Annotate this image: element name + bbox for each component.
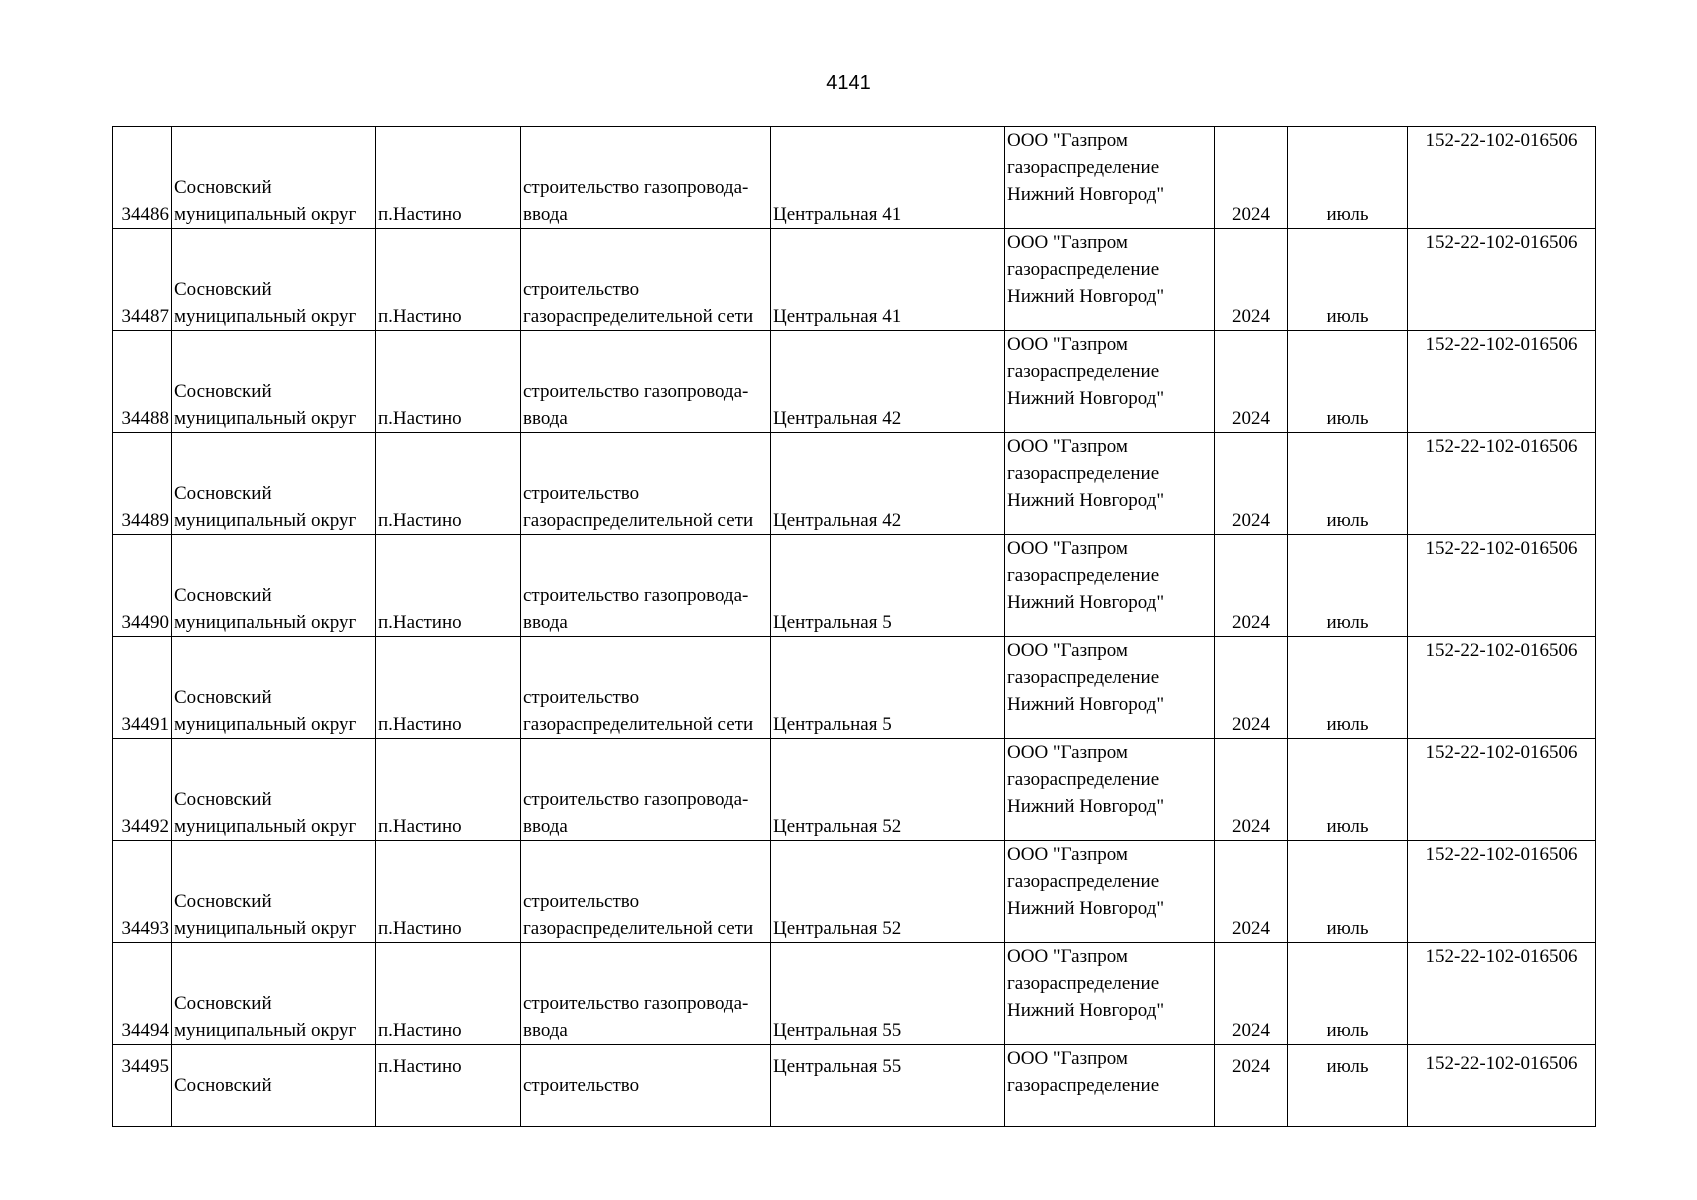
year-cell: 2024 bbox=[1215, 943, 1288, 1045]
address-cell: Центральная 5 bbox=[771, 637, 1005, 739]
work-type-cell bbox=[521, 433, 771, 535]
settlement-cell: п.Настино bbox=[376, 433, 521, 535]
organization-cell bbox=[1005, 433, 1215, 535]
work-type-cell bbox=[521, 535, 771, 637]
district-cell-line: муниципальный округ bbox=[174, 408, 357, 429]
organization-cell bbox=[1005, 739, 1215, 841]
table-row bbox=[113, 127, 1596, 229]
year-cell: 2024 bbox=[1215, 127, 1288, 229]
work-type-cell-line: строительство газопровода- bbox=[523, 993, 749, 1014]
address-cell: Центральная 55 bbox=[771, 1045, 1005, 1127]
month-cell: июль bbox=[1288, 535, 1408, 637]
month-cell: июль bbox=[1288, 943, 1408, 1045]
work-type-cell bbox=[521, 1045, 771, 1127]
organization-cell bbox=[1005, 841, 1215, 943]
year-cell: 2024 bbox=[1215, 331, 1288, 433]
settlement-cell: п.Настино bbox=[376, 331, 521, 433]
year-cell: 2024 bbox=[1215, 739, 1288, 841]
district-cell-line: муниципальный округ bbox=[174, 714, 357, 735]
address-cell: Центральная 42 bbox=[771, 331, 1005, 433]
district-cell-line: Сосновский bbox=[174, 381, 272, 402]
work-type-cell bbox=[521, 229, 771, 331]
address-cell: Центральная 52 bbox=[771, 841, 1005, 943]
organization-cell-line: газораспределение bbox=[1007, 463, 1160, 484]
work-type-cell-line: строительство газопровода- bbox=[523, 177, 749, 198]
district-cell-line: Сосновский bbox=[174, 687, 272, 708]
work-type-cell bbox=[521, 943, 771, 1045]
settlement-cell: п.Настино bbox=[376, 841, 521, 943]
work-type-cell-line: газораспределительной сети bbox=[523, 714, 754, 735]
organization-cell-line: ООО "Газпром bbox=[1007, 844, 1128, 865]
organization-cell-line: ООО "Газпром bbox=[1007, 334, 1128, 355]
work-type-cell-line: газораспределительной сети bbox=[523, 918, 754, 939]
organization-cell-line: газораспределение bbox=[1007, 361, 1160, 382]
address-cell: Центральная 52 bbox=[771, 739, 1005, 841]
organization-cell-line: Нижний Новгород" bbox=[1007, 592, 1165, 613]
organization-cell-line: газораспределение bbox=[1007, 871, 1160, 892]
address-cell: Центральная 55 bbox=[771, 943, 1005, 1045]
organization-cell-line: ООО "Газпром bbox=[1007, 538, 1128, 559]
organization-cell-line: Нижний Новгород" bbox=[1007, 286, 1165, 307]
organization-cell-line: газораспределение bbox=[1007, 667, 1160, 688]
organization-cell-line: газораспределение bbox=[1007, 565, 1160, 586]
row-number-cell: 34489 bbox=[113, 433, 172, 535]
work-type-cell-line: строительство bbox=[523, 891, 640, 912]
district-cell bbox=[172, 229, 376, 331]
work-type-cell bbox=[521, 739, 771, 841]
district-cell bbox=[172, 739, 376, 841]
organization-cell-line: Нижний Новгород" bbox=[1007, 1000, 1165, 1021]
organization-cell-line: ООО "Газпром bbox=[1007, 130, 1128, 151]
organization-cell bbox=[1005, 229, 1215, 331]
district-cell bbox=[172, 331, 376, 433]
organization-cell bbox=[1005, 535, 1215, 637]
table-row bbox=[113, 535, 1596, 637]
row-number-cell: 34486 bbox=[113, 127, 172, 229]
district-cell-line: Сосновский bbox=[174, 993, 272, 1014]
month-cell: июль bbox=[1288, 841, 1408, 943]
organization-cell-line: ООО "Газпром bbox=[1007, 742, 1128, 763]
work-type-cell-line: строительство газопровода- bbox=[523, 789, 749, 810]
district-cell bbox=[172, 1045, 376, 1127]
table-row bbox=[113, 637, 1596, 739]
district-cell-line: муниципальный округ bbox=[174, 306, 357, 327]
year-cell: 2024 bbox=[1215, 535, 1288, 637]
year-cell: 2024 bbox=[1215, 433, 1288, 535]
work-type-cell-line: газораспределительной сети bbox=[523, 306, 754, 327]
row-number-cell: 34488 bbox=[113, 331, 172, 433]
row-number-cell: 34491 bbox=[113, 637, 172, 739]
work-type-cell-line: строительство bbox=[523, 483, 640, 504]
district-cell-line: Сосновский bbox=[174, 1075, 272, 1096]
month-cell: июль bbox=[1288, 739, 1408, 841]
address-cell: Центральная 41 bbox=[771, 229, 1005, 331]
district-cell-line: муниципальный округ bbox=[174, 1020, 357, 1041]
district-cell-line: муниципальный округ bbox=[174, 510, 357, 531]
organization-cell-line: ООО "Газпром bbox=[1007, 436, 1128, 457]
month-cell: июль bbox=[1288, 331, 1408, 433]
organization-cell bbox=[1005, 1045, 1215, 1127]
code-cell: 152-22-102-016506 bbox=[1408, 739, 1596, 841]
month-cell: июль bbox=[1288, 637, 1408, 739]
row-number-cell: 34490 bbox=[113, 535, 172, 637]
table-row bbox=[113, 841, 1596, 943]
address-cell: Центральная 5 bbox=[771, 535, 1005, 637]
code-cell: 152-22-102-016506 bbox=[1408, 637, 1596, 739]
row-number-cell: 34494 bbox=[113, 943, 172, 1045]
district-cell-line: Сосновский bbox=[174, 177, 272, 198]
work-type-cell-line: ввода bbox=[523, 204, 568, 225]
organization-cell-line: газораспределение bbox=[1007, 769, 1160, 790]
year-cell: 2024 bbox=[1215, 637, 1288, 739]
registry-table bbox=[112, 126, 1596, 1127]
settlement-cell: п.Настино bbox=[376, 637, 521, 739]
year-cell: 2024 bbox=[1215, 841, 1288, 943]
code-cell: 152-22-102-016506 bbox=[1408, 943, 1596, 1045]
organization-cell-line: Нижний Новгород" bbox=[1007, 490, 1165, 511]
organization-cell-line: Нижний Новгород" bbox=[1007, 694, 1165, 715]
month-cell: июль bbox=[1288, 229, 1408, 331]
organization-cell bbox=[1005, 331, 1215, 433]
row-number-cell: 34492 bbox=[113, 739, 172, 841]
work-type-cell bbox=[521, 331, 771, 433]
settlement-cell: п.Настино bbox=[376, 943, 521, 1045]
month-cell: июль bbox=[1288, 127, 1408, 229]
code-cell: 152-22-102-016506 bbox=[1408, 1045, 1596, 1127]
district-cell-line: муниципальный округ bbox=[174, 816, 357, 837]
organization-cell-line: Нижний Новгород" bbox=[1007, 898, 1165, 919]
district-cell-line: Сосновский bbox=[174, 279, 272, 300]
row-number-cell: 34493 bbox=[113, 841, 172, 943]
work-type-cell-line: ввода bbox=[523, 816, 568, 837]
organization-cell bbox=[1005, 637, 1215, 739]
organization-cell-line: ООО "Газпром bbox=[1007, 640, 1128, 661]
work-type-cell bbox=[521, 841, 771, 943]
work-type-cell-line: ввода bbox=[523, 1020, 568, 1041]
settlement-cell: п.Настино bbox=[376, 739, 521, 841]
district-cell bbox=[172, 433, 376, 535]
settlement-cell: п.Настино bbox=[376, 127, 521, 229]
settlement-cell: п.Настино bbox=[376, 1045, 521, 1127]
organization-cell-line: газораспределение bbox=[1007, 973, 1160, 994]
district-cell bbox=[172, 637, 376, 739]
address-cell: Центральная 41 bbox=[771, 127, 1005, 229]
work-type-cell-line: строительство bbox=[523, 1075, 640, 1096]
organization-cell-line: газораспределение bbox=[1007, 157, 1160, 178]
code-cell: 152-22-102-016506 bbox=[1408, 535, 1596, 637]
code-cell: 152-22-102-016506 bbox=[1408, 127, 1596, 229]
code-cell: 152-22-102-016506 bbox=[1408, 229, 1596, 331]
district-cell-line: Сосновский bbox=[174, 585, 272, 606]
district-cell-line: Сосновский bbox=[174, 483, 272, 504]
district-cell-line: муниципальный округ bbox=[174, 204, 357, 225]
code-cell: 152-22-102-016506 bbox=[1408, 331, 1596, 433]
row-number-cell: 34495 bbox=[113, 1045, 172, 1127]
year-cell: 2024 bbox=[1215, 229, 1288, 331]
organization-cell-line: ООО "Газпром bbox=[1007, 1048, 1128, 1069]
work-type-cell-line: ввода bbox=[523, 408, 568, 429]
work-type-cell-line: ввода bbox=[523, 612, 568, 633]
work-type-cell bbox=[521, 127, 771, 229]
district-cell bbox=[172, 841, 376, 943]
code-cell: 152-22-102-016506 bbox=[1408, 841, 1596, 943]
district-cell-line: Сосновский bbox=[174, 891, 272, 912]
work-type-cell-line: газораспределительной сети bbox=[523, 510, 754, 531]
table-row bbox=[113, 1045, 1596, 1127]
district-cell bbox=[172, 127, 376, 229]
settlement-cell: п.Настино bbox=[376, 535, 521, 637]
year-cell: 2024 bbox=[1215, 1045, 1288, 1127]
work-type-cell-line: строительство bbox=[523, 687, 640, 708]
table-row bbox=[113, 433, 1596, 535]
table-row bbox=[113, 739, 1596, 841]
organization-cell-line: Нижний Новгород" bbox=[1007, 388, 1165, 409]
month-cell: июль bbox=[1288, 433, 1408, 535]
district-cell bbox=[172, 535, 376, 637]
table-row bbox=[113, 229, 1596, 331]
settlement-cell: п.Настино bbox=[376, 229, 521, 331]
work-type-cell-line: строительство газопровода- bbox=[523, 585, 749, 606]
organization-cell-line: газораспределение bbox=[1007, 1075, 1160, 1096]
table-row bbox=[113, 943, 1596, 1045]
organization-cell-line: ООО "Газпром bbox=[1007, 946, 1128, 967]
page-number: 4141 bbox=[826, 72, 871, 94]
address-cell: Центральная 42 bbox=[771, 433, 1005, 535]
district-cell-line: муниципальный округ bbox=[174, 612, 357, 633]
organization-cell-line: ООО "Газпром bbox=[1007, 232, 1128, 253]
district-cell bbox=[172, 943, 376, 1045]
organization-cell-line: Нижний Новгород" bbox=[1007, 796, 1165, 817]
table-row bbox=[113, 331, 1596, 433]
organization-cell-line: Нижний Новгород" bbox=[1007, 184, 1165, 205]
district-cell-line: муниципальный округ bbox=[174, 918, 357, 939]
month-cell: июль bbox=[1288, 1045, 1408, 1127]
organization-cell bbox=[1005, 127, 1215, 229]
work-type-cell-line: строительство газопровода- bbox=[523, 381, 749, 402]
work-type-cell-line: строительство bbox=[523, 279, 640, 300]
organization-cell bbox=[1005, 943, 1215, 1045]
row-number-cell: 34487 bbox=[113, 229, 172, 331]
work-type-cell bbox=[521, 637, 771, 739]
organization-cell-line: газораспределение bbox=[1007, 259, 1160, 280]
district-cell-line: Сосновский bbox=[174, 789, 272, 810]
code-cell: 152-22-102-016506 bbox=[1408, 433, 1596, 535]
